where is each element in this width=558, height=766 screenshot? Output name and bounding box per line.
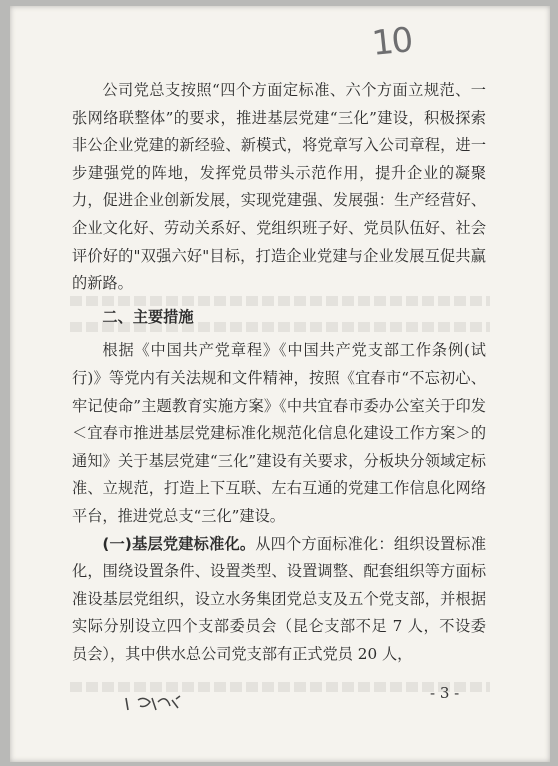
intro-paragraph: 公司党总支按照“四个方面定标准、六个方面立规范、一张网络联整体”的要求，推进基层党建“三化”建设，积极探索非公企业党建的新经验、新模式，将党章写入公司章程，进一步建强党的阵地，发挥党员带头示范作用，提升企业的凝聚力，促进企业创新发展，实现党建强、发展强：生产经营好、企业文化好、劳动关系好、党组织班子好、党员队伍好、社会评价好的"双强六好"目标，打造企业党建与企业发展互促共赢的新路。 (72, 81, 486, 293)
subsection-text: 从四个方面标准化：组织设置标准化，围绕设置条件、设置类型、设置调整、配套组织等方面标准设基层党组织，设立水务集团党总支及五个党支部，并根据实际分别设立四个支部委员会（昆仑支部不足 7 人，不设委员会），其中供水总公司党支部有正式党员 20 人， (72, 534, 487, 663)
section-heading: 二、主要措施 (102, 307, 194, 326)
subsection-lead: (一)基层党建标准化。 (102, 534, 256, 553)
handwritten-scribble (122, 690, 202, 714)
page-number: - 3 - (430, 684, 460, 702)
handwritten-page-mark: 10 (370, 20, 414, 64)
document-body (72, 77, 486, 668)
document-page (10, 6, 550, 762)
section-paragraph: 根据《中国共产党章程》《中国共产党支部工作条例(试行)》等党内有关法规和文件精神，按照《宜春市“不忘初心、牢记使命”主题教育实施方案》《中共宜春市委办公室关于印发＜宜春市推进基层党建标准化规范化信息化建设工作方案＞的通知》关于基层党建“三化”建设有关要求，分板块分领域定标准、立规范，打造上下互联、左右互通的党建工作信息化网络平台，推进党总支“三化”建设。 (72, 341, 486, 525)
subsection-paragraph (72, 531, 486, 669)
